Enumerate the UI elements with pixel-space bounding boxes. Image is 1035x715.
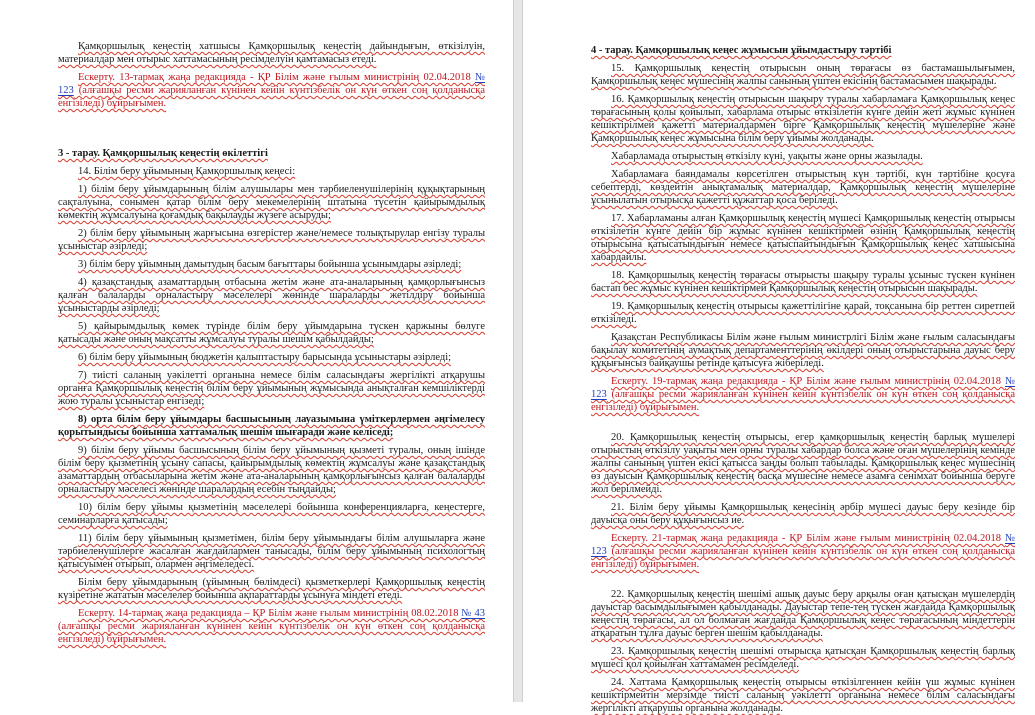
paragraph-20: 20. Қамқоршылық кеңестің отырысы, егер қамқоршылық кеңестің барлық мүшелері отырыстың өткізілу уақыты мен орны туралы хабардар болса және оған мүшелерінің кемінде жалпы санының үштен екісі қатысса заңды болып табылады. Қамқоршылық кеңес мүшесінің өз дауысын Қамқоршылық кеңестің басқа мүшесіне немесе азамға сенімхат бойынша беруге жол берілмейді. [591, 432, 1015, 495]
paragraph-16c: Хабарламаға баяндамалы көрсетілген отырыстың күн тәртібі, күн тәртібіне қосуға себептерді, көздейтін анықтамалық материалдар, Қамқоршылық кеңестің мүшелеріне ұсынылатын отырысқа қажетті құжаттар қоса беріледі. [591, 169, 1015, 206]
item-5: 5) қайырымдылық көмек түрінде білім беру ұйымдарына түскен қаржыны бөлуге қатысады және оның мақсатты жұмсалуы туралы шешім қабылдайды; [58, 321, 485, 345]
item-6: 6) білім беру ұйымының бюджетін қалыптастыру барысында ұсыныстары әзірледі; [78, 352, 452, 363]
page-right [523, 0, 1035, 714]
note-13-text: Ескерту. 13-тармақ жаңа редакцияда - ҚР Білім және ғылым министрінің 02.04.2018 [78, 72, 475, 83]
note-14-tail: (алғашқы ресми жарияланған күнінен кейін күнтізбелік он күн өткен соң қолданысқа енгізіледі) бұйрығымен. [58, 621, 485, 645]
paragraph-23: 23. Қамқоршылық кеңестің шешімі отырысқа қатысқан Қамқоршылық кеңестің барлық мүшесі қол қойылған хаттамамен ресімделеді. [591, 646, 1015, 670]
note-19-link[interactable]: № 123 [591, 376, 1015, 400]
note-19-tail: (алғашқы ресми жарияланған күнінен кейін күнтізбелік он күн өткен соң қолданысқа енгізіледі) бұйрығымен. [591, 389, 1015, 413]
paragraph-19: 19. Қамқоршылық кеңестің отырысы қажеттілігіне қарай, тоқсанына бір реттен сиретпей өткізіледі. [591, 301, 1015, 325]
paragraph-16: 16. Қамқоршылық кеңестің отырысын шақыру туралы хабарламаға Қамқоршылық кеңес төрағасының қолы қойылып, хабарлама отырыс өткізілетін күнге дейін жеті жұмыс күнінен кешіктірілмей қажетті материалдармен бірге Қамқоршылық кеңестің мүшелеріне және Қамқоршылық кеңес жұмысына білім беру ұйымы жолданады. [591, 94, 1015, 144]
page-gutter [513, 0, 523, 702]
note-21-text: Ескерту. 21-тармақ жаңа редакцияда - ҚР Білім және ғылым министрінің 02.04.2018 [611, 533, 1005, 544]
note-21-link[interactable]: № 123 [591, 533, 1015, 557]
paragraph-19b: Қазақстан Республикасы Білім және ғылым министрлігі Білім және ғылым саласындағы бақылау комитетінің аумақтық департаменттерінің өкілдері оның отырыстарына дауыс беру құқығынсыз байқаушы ретінде қатысуға жіберіледі. [591, 332, 1015, 369]
paragraph-22: 22. Қамқоршылық кеңестің шешімі ашық дауыс беру арқылы оған қатысқан мүшелердің дауыстар басымдылығымен қабылданады. Дауыстар тепе-тең түскен жағдайда Қамқоршылық кеңестің төрағасы, ал ол болмаған жағдайда Қамқоршылық кеңес төрағасының міндеттерін атқаратын тұлға дауыс берген шешім қабылданады. [591, 589, 1015, 639]
note-14-text: Ескерту. 14-тармақ жаңа редакцияда – ҚР Білім және ғылым министрінің 08.02.2018 [78, 608, 462, 619]
paragraph-14: 14. Білім беру ұйымының Қамқоршылық кеңесі: [78, 166, 296, 177]
item-10: 10) білім беру ұйымы қызметінің мәселелері бойынша конференцияларға, кеңестерге, семинарларға қатысады; [58, 502, 485, 526]
paragraph-17: 17. Хабарламаны алған Қамқоршылық кеңестің мүшесі Қамқоршылық кеңестің отырысы өткізілетін күнге дейін бір жұмыс күнінен кешіктірмей өзінің Қамқоршылық кеңестің отырысына қатысатындығын немесе қатыспайтындығын Қамқоршылық кеңес хатшысына хабардайлы. [591, 213, 1015, 263]
paragraph-employees: Білім беру ұйымдарының (ұйымның бөлімдесі) қызметкерлері Қамқоршылық кеңестің күзіретіне жататын мәселелер бойынша ақпараттарды ұсынуға міндеті етеді. [58, 577, 485, 601]
note-14 [58, 607, 485, 646]
section-3-heading: 3 - тарау. Қамқоршылық кеңестің өкілеттігі [58, 148, 268, 159]
paragraph-15: 15. Қамқоршылық кеңестің отырысын оның төрағасы өз бастамашылығымен, Қамқоршылық кеңес мүшесінің жалпы санының үштен екісінің бастамасымен шақырады. [591, 63, 1015, 87]
item-11: 11) білім беру ұйымының қызметімен, білім беру ұйымындағы білім алушыларға және тәрбиеленушілерге жасалған жағдайлармен танысады, білім беру ұйымының психологтың қатысуымен отырып, олармен әңгімеледесі. [58, 533, 485, 570]
note-19-text: Ескерту. 19-тармақ жаңа редакцияда - ҚР Білім және ғылым министрінің 02.04.2018 [611, 376, 1005, 387]
section-4-heading: 4 - тарау. Қамқоршылық кеңес жұмысын ұйымдастыру тәртібі [591, 45, 892, 56]
item-3: 3) білім беру ұйымның дамытудың басым бағыттары бойынша ұсынымдары әзірледі; [78, 259, 462, 270]
item-2: 2) білім беру ұйымының жарғысына өзгерістер және/немесе толықтырулар енгізу туралы ұсыныстар әзірледі; [58, 228, 485, 252]
paragraph-18: 18. Қамқоршылық кеңестің төрағасы отырысты шақыру туралы ұсыныс түскен күнінен бастап бес жұмыс күнінен кешіктірмей Қамқоршылық кеңестің отырысын шақырады. [591, 270, 1015, 294]
note-13 [58, 71, 485, 110]
page-left [0, 0, 513, 702]
paragraph-16b: Хабарламада отырыстың өткізілу күні, уақыты және орны жазылады. [611, 151, 923, 162]
note-21 [591, 532, 1015, 571]
paragraph-24: 24. Хаттама Қамқоршылық кеңестің отырысы өткізілгеннен кейін үш жұмыс күнінен кешіктірмейтін мерзімде тиісті саланың уәкілетті органына немесе білім саласындағы жергілікті атқарушы органына жолданады. [591, 677, 1015, 714]
note-19 [591, 375, 1015, 414]
item-9: 9) білім беру ұйымы басшысының білім беру ұйымының қызметі туралы, оның ішінде білім беру қызметінің ұсыну сапасы, қайырымдылық көмектің жұмсалуы және қазақстандық азаматтардың отбасыларына жетім және ата-аналарының қамқорлығынсыз қалған балаларды орналастыру мәселесі жөнінде шаралардың есебін тыңдайды; [58, 445, 485, 495]
item-7: 7) тиісті саланың уәкілетті органына немесе білім саласындағы жергілікті атқарушы органға Қамқоршылық кеңестің білім беру ұйымының жұмысында анықталған кемшіліктерді жою туралы ұсыныстар енгізеді; [58, 370, 485, 407]
note-13-link[interactable]: № 123 [58, 72, 485, 96]
paragraph-intro: Қамқоршылық кеңестің хатшысы Қамқоршылық кеңестің дайындығын, өткізілуін, материалдар мен отырыс хаттамасының ресімделуін қамтамасыз етеді. [58, 41, 485, 65]
item-8: 8) орта білім беру ұйымдары басшысының лауазымына үміткерлермен әңгімелесу қорытындысы бойынша хаттамалық шешім шығаради және келіседі; [58, 414, 485, 438]
note-21-tail: (алғашқы ресми жарияланған күнінен кейін күнтізбелік он күн өткен соң қолданысқа енгізіледі) бұйрығымен. [591, 546, 1015, 570]
paragraph-21: 21. Білім беру ұйымы Қамқоршылық кеңесінің әрбір мүшесі дауыс беру кезінде бір дауысқа оны беру құқығынсыз ие. [591, 502, 1015, 526]
item-4: 4) қазақстандық азаматтардың отбасына жетім және ата-аналарының қамқорлығынсыз қалған балаларды орналастыру мәселелері жөнінде шараларды жетілдіру бойынша ұсыныстарды әзірледі; [58, 277, 485, 314]
note-13-tail: (алғашқы ресми жарияланған күнінен кейін күнтізбелік он күн өткен соң қолданысқа енгізіледі) бұйрығымен. [58, 85, 485, 109]
note-14-link[interactable]: № 43 [461, 608, 485, 619]
item-1: 1) білім беру ұйымдарының білім алушылары мен тәрбиеленушілерінің құқықтарының сақталуына, сонымен қатар білім беру мекемелерінің штатына түсетін қайырымдылық көмектің жұмсалуына қоғамдық бақылауды жүзеге асыруды; [58, 184, 485, 221]
